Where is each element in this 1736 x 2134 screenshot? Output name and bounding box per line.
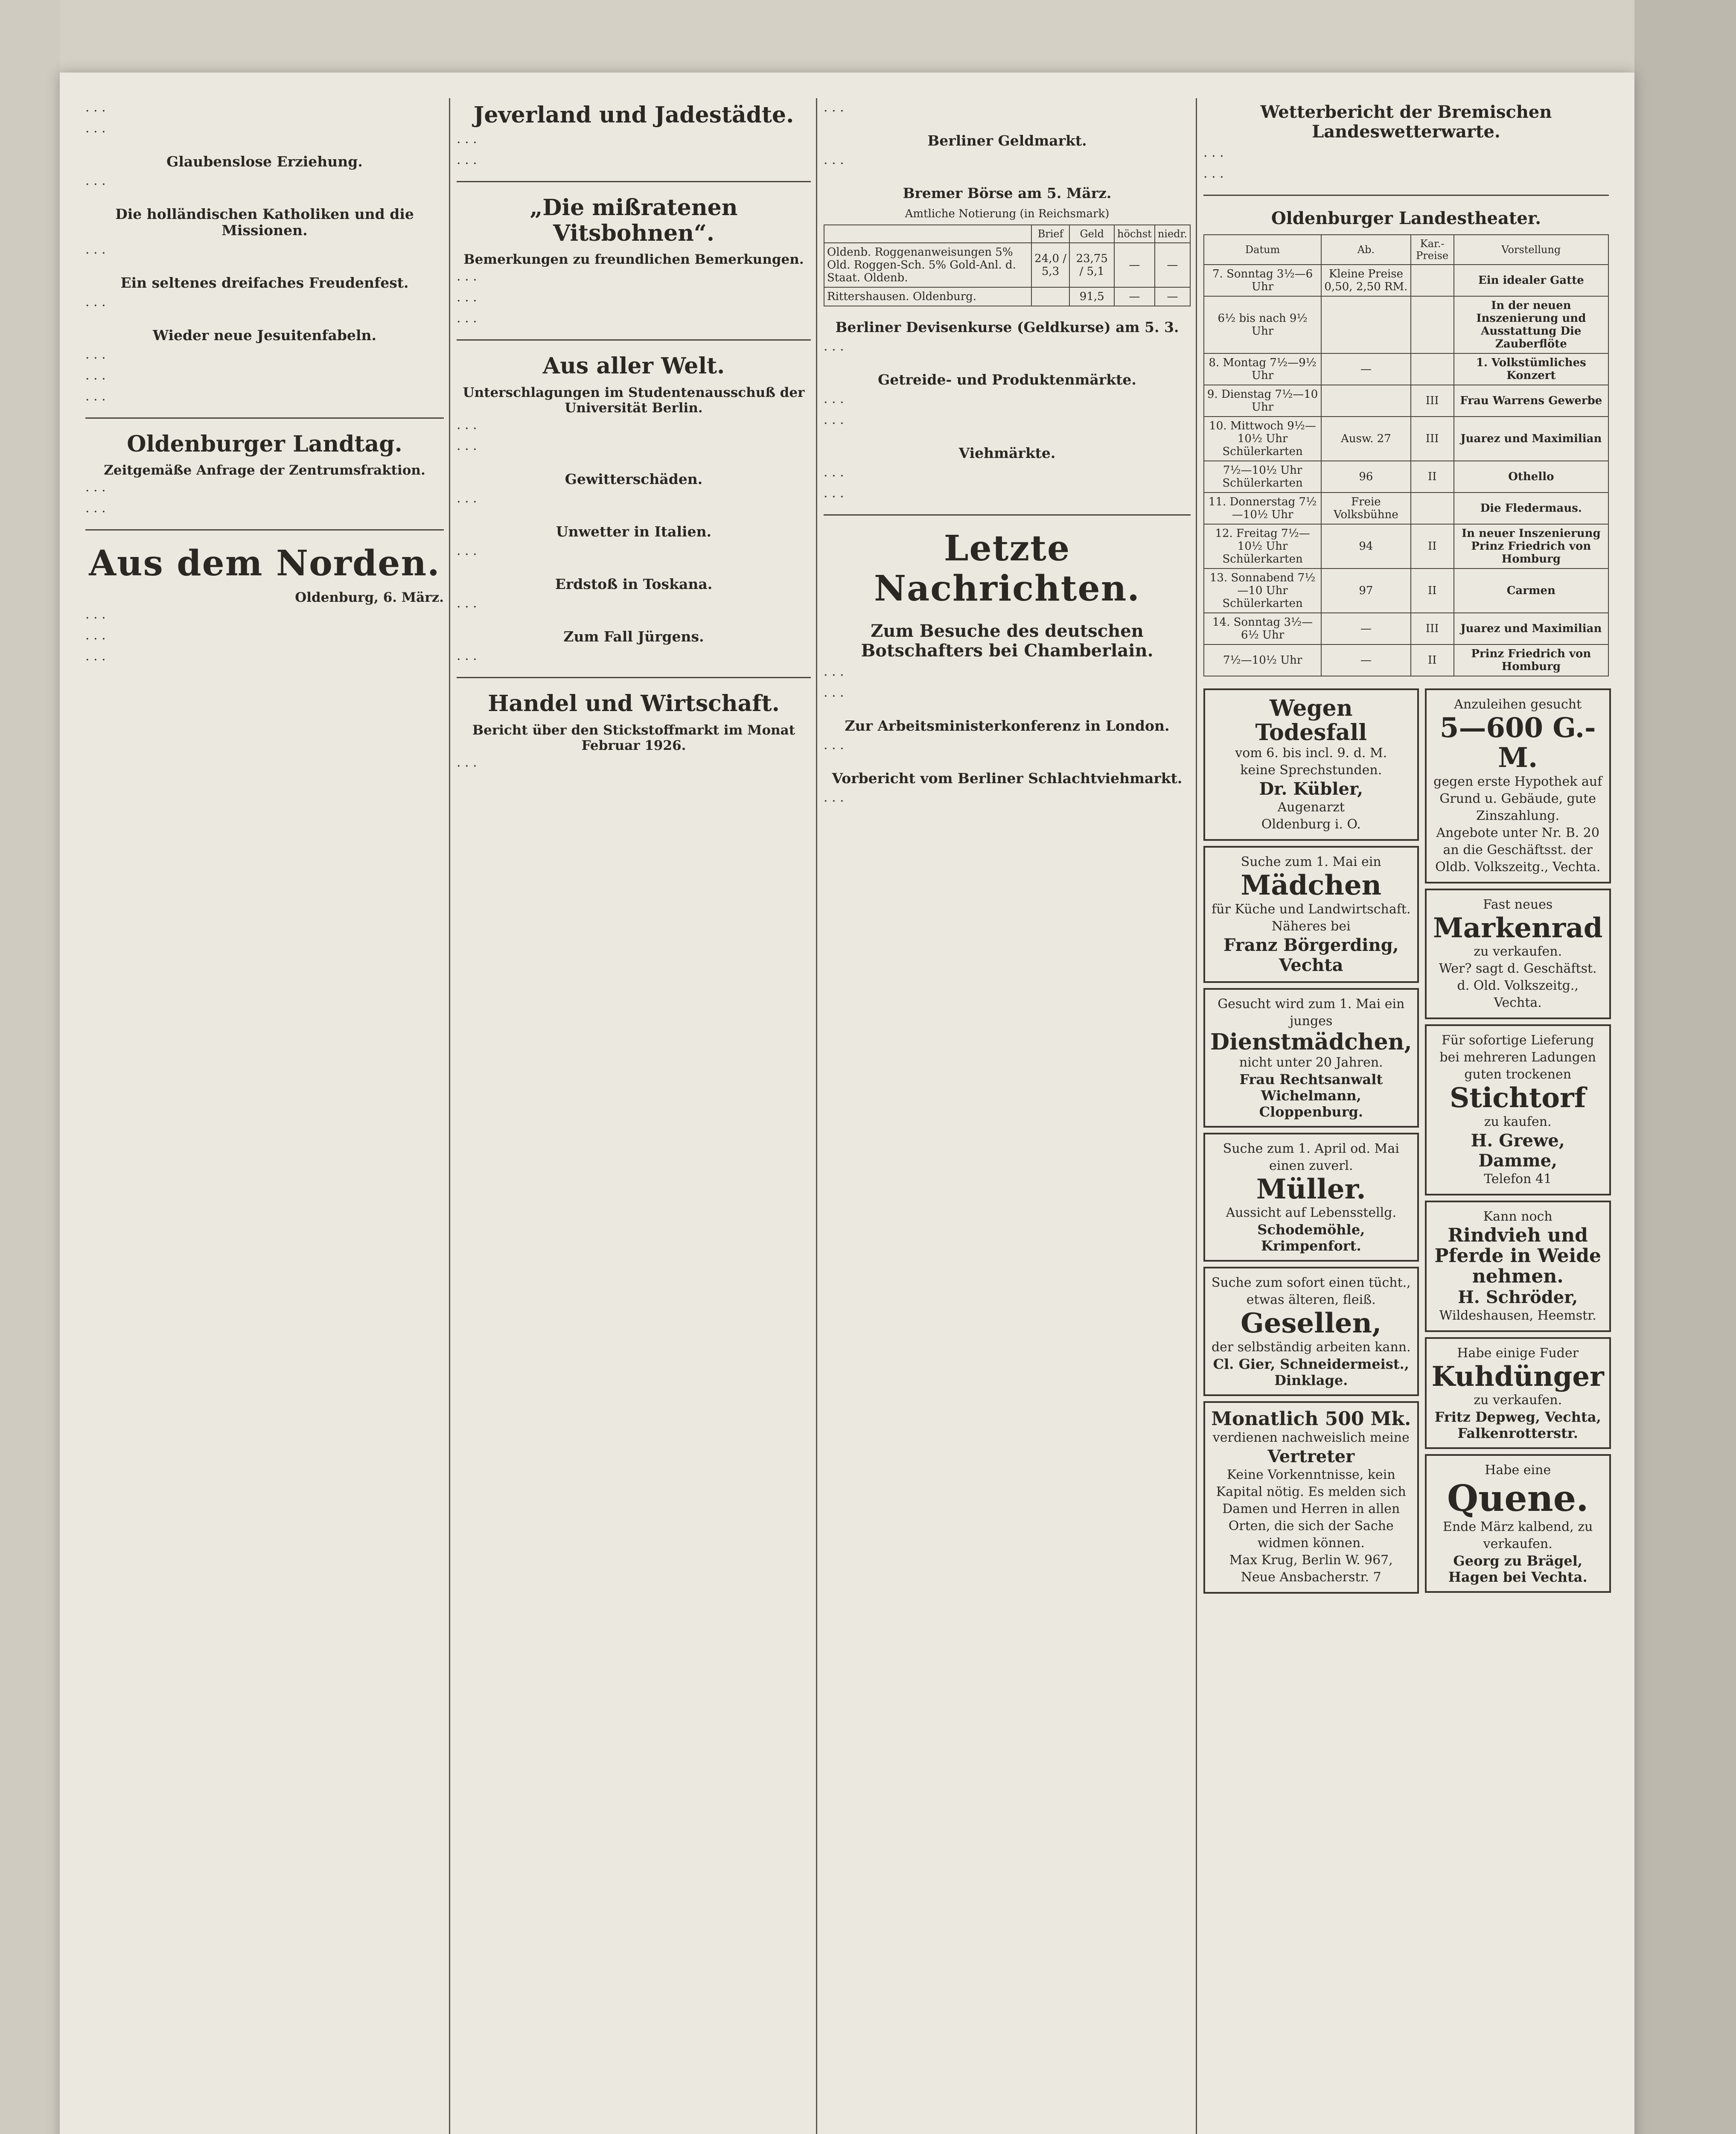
ad-title: Stichtorf (1450, 1082, 1586, 1114)
article-text: · · · (824, 156, 844, 171)
table-cell: — (1155, 287, 1190, 306)
table-cell: Rittershausen. Oldenburg. (824, 287, 1031, 306)
ad-name: Cl. Gier, Schneidermeist., Dinklage. (1213, 1356, 1409, 1388)
table-cell: Ausw. 27 (1321, 417, 1410, 461)
article-text: · · · (85, 104, 106, 119)
ad-text: Suche zum 1. Mai ein (1241, 854, 1381, 870)
table-cell: III (1411, 417, 1454, 461)
ad-title: Wegen Todesfall (1255, 695, 1367, 746)
article-text: · · · (85, 177, 106, 192)
ad-text: Aussicht auf Lebensstellg. (1226, 1205, 1396, 1221)
article-text: · · · (457, 652, 477, 667)
article-heading: Getreide- und Produktenmärkte. (878, 371, 1136, 388)
article-text: · · · (457, 135, 477, 150)
table-cell: Prinz Friedrich von Homburg (1454, 644, 1608, 676)
ad-text: nicht unter 20 Jahren. (1239, 1055, 1383, 1070)
table-row (1204, 461, 1608, 493)
article-text: · · · (85, 392, 106, 408)
ad-stichtorf (1425, 1024, 1611, 1195)
ad-text: Augenarzt (1277, 800, 1345, 815)
article-heading: Zum Besuche des deutschen Botschafters bei Chamberlain. (861, 621, 1153, 661)
table-cell: — (1114, 243, 1155, 287)
ad-text: Suche zum 1. April od. Mai einen zuverl. (1223, 1141, 1399, 1173)
table-cell: — (1321, 644, 1410, 676)
ad-todesfall (1203, 688, 1419, 841)
article-subheading: Zeitgemäße Anfrage der Zentrumsfraktion. (104, 463, 425, 478)
table-cell: Oldenb. Roggenanweisungen 5% Old. Roggen-Sch. 5% Gold-Anl. d. Staat. Oldenb. (824, 243, 1031, 287)
article-text: · · · (824, 395, 844, 410)
article-text: · · · (85, 652, 106, 668)
article-text: · · · (85, 298, 106, 313)
article-heading: Zum Fall Jürgens. (563, 628, 704, 645)
article-text: · · · (824, 342, 844, 358)
table-cell: 14. Sonntag 3½—6½ Uhr (1204, 613, 1321, 644)
ad-title: Dienstmädchen, (1210, 1029, 1412, 1055)
table-cell (1031, 287, 1070, 306)
table-cell (1321, 385, 1410, 417)
article-heading: Wetterbericht der Bremischen Landeswetterwarte. (1260, 102, 1552, 142)
ad-name: Franz Börgerding, Vechta (1223, 935, 1399, 975)
table-header-cell: Ab. (1321, 235, 1410, 265)
ad-text: für Küche und Landwirtschaft. (1212, 901, 1411, 917)
article-text: · · · (457, 294, 477, 309)
ad-text: Suche zum sofort einen tücht., etwas älteren, fleiß. (1211, 1275, 1411, 1308)
ad-text: der selbständig arbeiten kann. (1211, 1339, 1411, 1355)
article-heading: Wieder neue Jesuitenfabeln. (152, 327, 377, 344)
ad-markenrad (1425, 889, 1611, 1019)
table-cell: 1. Volkstümliches Konzert (1454, 353, 1608, 385)
table-cell: II (1411, 461, 1454, 493)
ad-name: Dr. Kübler, (1259, 779, 1363, 799)
article-text: · · · (457, 600, 477, 615)
article-heading: Die holländischen Katholiken und die Missionen. (115, 205, 414, 239)
table-cell: 6½ bis nach 9½ Uhr (1204, 296, 1321, 353)
table-cell: 96 (1321, 461, 1410, 493)
article-text: · · · (824, 416, 844, 431)
table-cell: 12. Freitag 7½—10½ Uhr Schülerkarten (1204, 524, 1321, 568)
ads-left (1203, 683, 1419, 1599)
table-cell: 13. Sonnabend 7½—10 Uhr Schülerkarten (1204, 568, 1321, 613)
ad-text: Angebote unter Nr. B. 20 an die Geschäftsst. der Oldb. Volkszeitg., Vechta. (1435, 825, 1601, 875)
ad-title: Rindvieh und Pferde in Weide nehmen. (1434, 1224, 1602, 1288)
ad-text: Oldenburg i. O. (1261, 817, 1361, 832)
ad-text: Für sofortige Lieferung bei mehreren Ladungen guten trockenen (1439, 1033, 1596, 1082)
table-cell: — (1321, 353, 1410, 385)
table-row (1204, 265, 1608, 296)
table-header-cell: Brief (1031, 225, 1070, 243)
table-cell: II (1411, 524, 1454, 568)
divider (1203, 195, 1609, 196)
table-cell: Juarez und Maximilian (1454, 613, 1608, 644)
table-cell: — (1114, 287, 1155, 306)
ad-text: Telefon 41 (1484, 1171, 1552, 1187)
table-cell: 8. Montag 7½—9½ Uhr (1204, 353, 1321, 385)
table-cell: In der neuen Inszenierung und Ausstattung Die Zauberflöte (1454, 296, 1608, 353)
table-cell: Othello (1454, 461, 1608, 493)
ad-text: Keine Vorkenntnisse, kein Kapital nötig. Es melden sich Damen und Herren in allen Orten, die sich der Sache widmen können. (1216, 1467, 1406, 1551)
ad-vertreter (1203, 1401, 1419, 1594)
column-2 (457, 102, 811, 2134)
table-cell: Ein idealer Gatte (1454, 265, 1608, 296)
article-text: · · · (1203, 149, 1224, 164)
article-text: · · · (457, 421, 477, 437)
ad-text: vom 6. bis incl. 9. d. M. (1235, 746, 1387, 761)
ad-maedchen (1203, 846, 1419, 982)
article-heading: Berliner Devisenkurse (Geldkurse) am 5. 3. (835, 318, 1179, 335)
ad-text: Gesucht wird zum 1. Mai ein junges (1218, 996, 1405, 1029)
table-cell: Kleine Preise 0,50, 2,50 RM. (1321, 265, 1410, 296)
table-row (1204, 417, 1608, 461)
article-subheading: Amtliche Notierung (in Reichsmark) (905, 207, 1110, 220)
article-text: · · · (1203, 170, 1224, 185)
table-cell: II (1411, 568, 1454, 613)
ad-name: Schodemöhle, Krimpenfort. (1257, 1222, 1365, 1254)
column-rule (816, 98, 817, 2134)
table-cell: 7. Sonntag 3½—6 Uhr (1204, 265, 1321, 296)
ad-text: Kann noch (1483, 1209, 1552, 1224)
ad-text: gegen erste Hypothek auf Grund u. Gebäude, gute Zinszahlung. (1433, 774, 1602, 823)
table-cell (1411, 493, 1454, 524)
divider (824, 514, 1191, 516)
table-cell: Juarez und Maximilian (1454, 417, 1608, 461)
table-cell: Frau Warrens Gewerbe (1454, 385, 1608, 417)
divider (457, 339, 811, 341)
table-header-cell: Kar.-Preise (1411, 235, 1454, 265)
article-heading: Vorbericht vom Berliner Schlachtviehmarkt. (832, 770, 1183, 787)
ad-mueller (1203, 1133, 1419, 1262)
ad-quene (1425, 1454, 1611, 1592)
ad-name: H. Grewe, Damme, (1471, 1130, 1565, 1171)
table-row (1204, 524, 1608, 568)
article-text: · · · (85, 484, 106, 499)
table-row (1204, 613, 1608, 644)
column-rule (1196, 98, 1197, 2134)
column-4 (1203, 102, 1609, 2134)
article-text: · · · (824, 741, 844, 757)
table-cell: — (1155, 243, 1190, 287)
table-header-cell (824, 225, 1031, 243)
theater-schedule-table (1203, 234, 1609, 676)
left-page-strip (0, 0, 60, 2134)
divider (85, 529, 444, 531)
table-header-cell: niedr. (1155, 225, 1190, 243)
table-cell: 23,75 / 5,1 (1069, 243, 1114, 287)
ad-name: Vertreter (1267, 1446, 1355, 1467)
page-edge-shadow (1634, 0, 1736, 2134)
article-text: · · · (824, 794, 844, 809)
article-text: · · · (824, 689, 844, 704)
article-text: · · · (457, 758, 477, 774)
table-header-cell: Geld (1069, 225, 1114, 243)
table-header-cell: Datum (1204, 235, 1321, 265)
column-rule (449, 98, 450, 2134)
article-text: · · · (457, 156, 477, 171)
ad-title: Müller. (1256, 1173, 1366, 1205)
article-text: · · · (85, 350, 106, 366)
ad-kuhduenger (1425, 1337, 1611, 1449)
ad-title: Markenrad (1433, 912, 1603, 944)
ad-dienstmaedchen (1203, 988, 1419, 1128)
article-heading: „Die mißratenen Vitsbohnen“. (530, 194, 738, 246)
ad-text: Wildeshausen, Heemstr. (1439, 1308, 1596, 1323)
table-row (1204, 568, 1608, 613)
ad-rindvieh (1425, 1201, 1611, 1332)
table-cell: 94 (1321, 524, 1410, 568)
table-cell (1411, 353, 1454, 385)
table-row (824, 287, 1190, 306)
article-heading: Unwetter in Italien. (556, 523, 712, 540)
article-text: · · · (85, 125, 106, 140)
section-heading: Aus dem Norden. (89, 543, 440, 584)
ad-name: Fritz Depweg, Vechta, Falkenrotterstr. (1434, 1409, 1601, 1442)
ad-text: Anzuleihen gesucht (1454, 697, 1582, 712)
table-row (1204, 296, 1608, 353)
ad-text: Habe einige Fuder (1457, 1345, 1579, 1361)
ads-grid (1203, 683, 1609, 1599)
table-cell: 11. Donnerstag 7½—10½ Uhr (1204, 493, 1321, 524)
ad-name: Georg zu Brägel, Hagen bei Vechta. (1448, 1552, 1587, 1585)
table-row (1204, 493, 1608, 524)
table-header-cell: höchst (1114, 225, 1155, 243)
article-text: · · · (457, 315, 477, 330)
table-cell: 7½—10½ Uhr Schülerkarten (1204, 461, 1321, 493)
ad-text: zu verkaufen. (1474, 944, 1562, 959)
article-subheading: Bemerkungen zu freundlichen Bemerkungen. (463, 252, 804, 268)
section-heading: Aus aller Welt. (542, 353, 725, 379)
ad-name: H. Schröder, (1458, 1287, 1578, 1307)
table-cell: Freie Volksbühne (1321, 493, 1410, 524)
article-text: · · · (85, 371, 106, 387)
divider (457, 181, 811, 182)
article-text: · · · (85, 504, 106, 520)
table-cell (1321, 296, 1410, 353)
article-text: · · · (457, 495, 477, 510)
table-header-cell: Vorstellung (1454, 235, 1608, 265)
table-row (1204, 644, 1608, 676)
ad-text: Fast neues (1483, 897, 1553, 912)
table-cell: — (1321, 613, 1410, 644)
table-cell: 91,5 (1069, 287, 1114, 306)
section-heading: Oldenburger Landestheater. (1271, 208, 1541, 228)
divider (457, 677, 811, 678)
ad-text: Ende März kalbend, zu verkaufen. (1443, 1519, 1593, 1551)
article-subheading: Bericht über den Stickstoffmarkt im Monat Februar 1926. (472, 722, 795, 753)
table-cell: 9. Dienstag 7½—10 Uhr (1204, 385, 1321, 417)
article-heading: Ein seltenes dreifaches Freudenfest. (120, 274, 409, 291)
article-text: · · · (457, 273, 477, 288)
article-text: · · · (824, 468, 844, 484)
ad-title: Quene. (1447, 1477, 1589, 1520)
ad-title: Mädchen (1241, 869, 1382, 902)
section-heading: Oldenburger Landtag. (127, 431, 402, 457)
newspaper-page (60, 73, 1634, 2134)
article-text: · · · (85, 631, 106, 647)
article-text: · · · (457, 442, 477, 458)
table-cell: 10. Mittwoch 9½—10½ Uhr Schülerkarten (1204, 417, 1321, 461)
divider (85, 417, 444, 419)
table-cell (1411, 265, 1454, 296)
ad-anzuleihen (1425, 688, 1611, 883)
article-text: · · · (824, 104, 844, 119)
table-cell: III (1411, 385, 1454, 417)
ad-text: Max Krug, Berlin W. 967, Neue Ansbacherstr. 7 (1229, 1553, 1393, 1585)
table-cell: 7½—10½ Uhr (1204, 644, 1321, 676)
table-cell: III (1411, 613, 1454, 644)
article-heading: Gewitterschäden. (565, 471, 703, 488)
article-text: · · · (457, 547, 477, 563)
ad-text: Habe eine (1485, 1463, 1551, 1478)
article-heading: Viehmärkte. (958, 444, 1056, 461)
column-3 (824, 102, 1191, 2134)
table-cell (1411, 296, 1454, 353)
article-subheading: Unterschlagungen im Studentenausschuß der Universität Berlin. (463, 385, 805, 416)
ad-text: zu verkaufen. (1474, 1393, 1562, 1408)
article-heading: Bremer Börse am 5. März. (903, 184, 1112, 201)
ad-text: Näheres bei (1271, 918, 1351, 934)
article-heading: Zur Arbeitsministerkonferenz in London. (845, 717, 1170, 735)
article-text: · · · (85, 610, 106, 626)
table-cell: 97 (1321, 568, 1410, 613)
ad-title: Monatlich 500 Mk. (1211, 1408, 1411, 1430)
dateline: Oldenburg, 6. März. (295, 589, 444, 605)
article-heading: Erdstoß in Toskana. (555, 576, 713, 593)
table-row (1204, 385, 1608, 417)
section-heading: Jeverland und Jadestädte. (473, 102, 794, 128)
ad-text: zu kaufen. (1484, 1114, 1552, 1129)
article-heading: Glaubenslose Erziehung. (166, 153, 363, 170)
table-row (1204, 353, 1608, 385)
ad-text: keine Sprechstunden. (1240, 763, 1382, 778)
ad-text: verdienen nachweislich meine (1212, 1430, 1410, 1446)
ad-gesellen (1203, 1267, 1419, 1396)
article-text: · · · (824, 489, 844, 504)
ads-right (1425, 683, 1611, 1599)
table-cell: Die Fledermaus. (1454, 493, 1608, 524)
ad-title: Gesellen, (1241, 1307, 1382, 1340)
table-cell: II (1411, 644, 1454, 676)
bremer-boerse-table (824, 224, 1191, 306)
table-cell: In neuer Inszenierung Prinz Friedrich von Homburg (1454, 524, 1608, 568)
section-heading: Letzte Nachrichten. (874, 528, 1140, 609)
table-row (824, 243, 1190, 287)
article-heading: Berliner Geldmarkt. (927, 132, 1087, 149)
article-text: · · · (824, 668, 844, 683)
article-text: · · · (85, 245, 106, 261)
ad-title: Kuhdünger (1431, 1360, 1604, 1393)
ad-name: Frau Rechtsanwalt Wichelmann, Cloppenburg. (1239, 1071, 1383, 1120)
table-cell: Carmen (1454, 568, 1608, 613)
table-cell: 24,0 / 5,3 (1031, 243, 1070, 287)
column-1 (85, 102, 444, 2134)
section-heading: Handel und Wirtschaft. (488, 690, 780, 717)
ad-text: Wer? sagt d. Geschäftst. d. Old. Volkszeitg., Vechta. (1439, 961, 1597, 1011)
ad-title: 5—600 G.-M. (1439, 712, 1596, 774)
